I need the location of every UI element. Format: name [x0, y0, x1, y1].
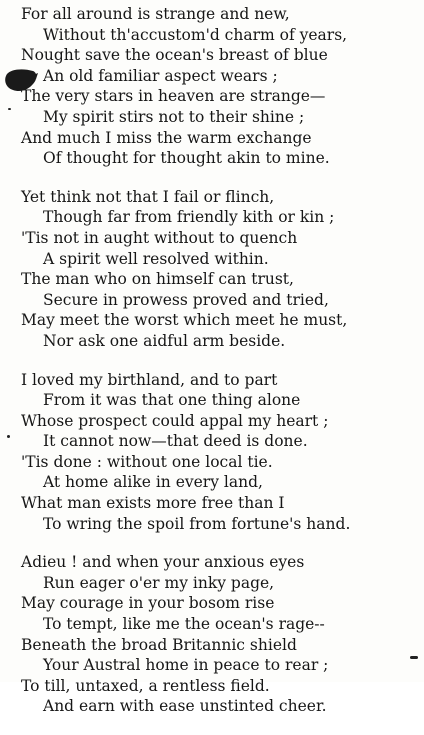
stanza-4: [0, 552, 424, 717]
poem-line: Run eager o'er my inky page,: [43, 573, 275, 592]
poem-line: The very stars in heaven are strange—: [21, 87, 326, 106]
poem-line: 'Tis not in aught without to quench: [21, 228, 298, 247]
ink-speck: [7, 435, 10, 438]
poem-line: It cannot now—that deed is done.: [43, 432, 308, 451]
stanza-1: [0, 4, 424, 169]
poem-line: May meet the worst which meet he must,: [21, 311, 348, 330]
poem-line: What man exists more free than I: [21, 494, 285, 513]
poem-line: Beneath the broad Britannic shield: [21, 635, 297, 654]
stanza-3: [0, 370, 424, 535]
poem-line: Nought save the ocean's breast of blue: [21, 46, 328, 65]
poem-line: May courage in your bosom rise: [21, 594, 275, 613]
poem-line: 'Tis done : without one local tie.: [21, 452, 273, 471]
poem-line: Of thought for thought akin to mine.: [43, 149, 330, 168]
ink-speck: [410, 656, 418, 659]
poem: [0, 4, 424, 735]
poem-line: At home alike in every land,: [43, 473, 263, 492]
poem-line: For all around is strange and new,: [21, 5, 290, 23]
poem-line: Secure in prowess proved and tried,: [43, 290, 329, 309]
poem-line: Adieu ! and when your anxious eyes: [21, 553, 305, 572]
poem-line: To tempt, like me the ocean's rage--: [43, 615, 325, 634]
poem-line: My spirit stirs not to their shine ;: [43, 107, 305, 126]
ink-blot: [3, 68, 39, 94]
poem-line: Yet think not that I fail or flinch,: [21, 187, 275, 206]
poem-line: Nor ask one aidful arm beside.: [43, 331, 286, 350]
poem-line: Though far from friendly kith or kin ;: [43, 208, 335, 227]
poem-line: From it was that one thing alone: [43, 391, 301, 410]
poem-line: The man who on himself can trust,: [21, 270, 294, 289]
stanza-2: [0, 187, 424, 352]
poem-line: To wring the spoil from fortune's hand.: [43, 514, 351, 533]
poem-line: To till, untaxed, a rentless field.: [21, 676, 270, 695]
poem-line: Your Austral home in peace to rear ;: [43, 656, 329, 675]
poem-line: And earn with ease unstinted cheer.: [43, 697, 327, 716]
poem-line: An old familiar aspect wears ;: [43, 66, 278, 85]
poem-line: Whose prospect could appal my heart ;: [21, 411, 329, 430]
poem-line: Without th'accustom'd charm of years,: [43, 25, 348, 44]
poem-line: I loved my birthland, and to part: [21, 370, 278, 389]
ink-speck: [8, 108, 11, 110]
poem-line: A spirit well resolved within.: [43, 249, 269, 268]
poem-line: And much I miss the warm exchange: [21, 128, 312, 147]
